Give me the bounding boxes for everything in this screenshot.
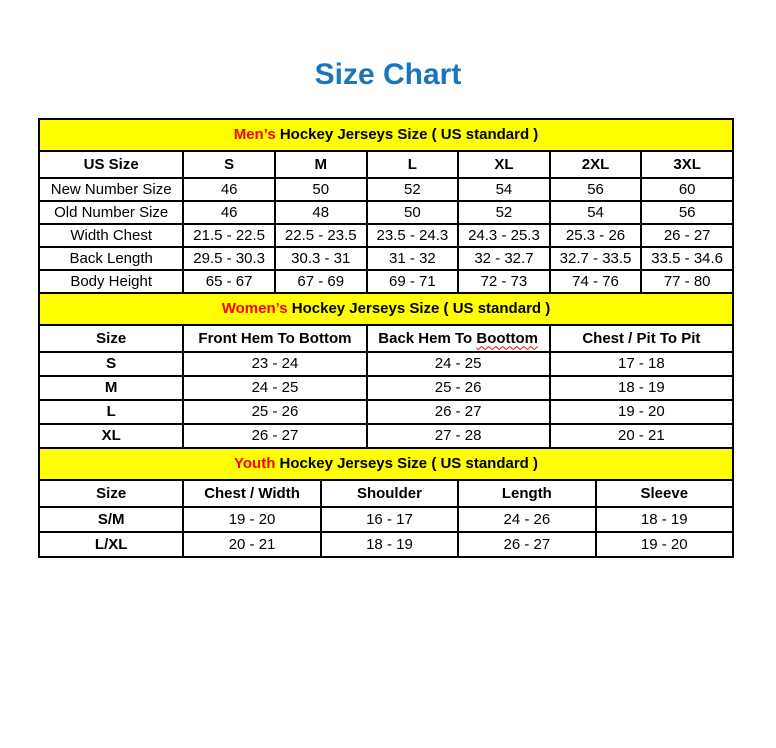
column-header: Back Hem To Boottom xyxy=(367,325,550,352)
row-label: New Number Size xyxy=(39,178,183,201)
size-tables-container xyxy=(38,118,734,558)
row-label: Width Chest xyxy=(39,224,183,247)
size-row xyxy=(39,178,733,201)
size-value-cell: 50 xyxy=(367,201,459,224)
section-band-highlight: Men’s xyxy=(233,126,276,143)
row-label: M xyxy=(39,376,183,400)
size-value-cell: 24.3 - 25.3 xyxy=(458,224,550,247)
section-band xyxy=(39,293,733,325)
youth-size-table xyxy=(38,447,734,558)
row-label: S xyxy=(39,352,183,376)
size-value-cell: 77 - 80 xyxy=(641,270,733,293)
size-value-cell: 19 - 20 xyxy=(596,532,733,557)
section-band-highlight: Women’s xyxy=(221,300,288,317)
column-header: Length xyxy=(458,480,595,507)
column-header: 2XL xyxy=(550,151,642,178)
size-value-cell: 52 xyxy=(458,201,550,224)
row-label: Back Length xyxy=(39,247,183,270)
size-value-cell: 46 xyxy=(183,201,275,224)
size-value-cell: 67 - 69 xyxy=(275,270,367,293)
column-header: M xyxy=(275,151,367,178)
section-band-row xyxy=(39,448,733,480)
row-label: L/XL xyxy=(39,532,183,557)
column-header: Chest / Pit To Pit xyxy=(550,325,733,352)
section-band-row xyxy=(39,119,733,151)
column-header: Sleeve xyxy=(596,480,733,507)
size-value-cell: 24 - 25 xyxy=(183,376,366,400)
size-value-cell: 18 - 19 xyxy=(321,532,458,557)
size-value-cell: 21.5 - 22.5 xyxy=(183,224,275,247)
size-value-cell: 52 xyxy=(367,178,459,201)
size-value-cell: 27 - 28 xyxy=(367,424,550,448)
size-value-cell: 23 - 24 xyxy=(183,352,366,376)
section-band-highlight: Youth xyxy=(234,455,276,472)
column-header: Front Hem To Bottom xyxy=(183,325,366,352)
size-value-cell: 32.7 - 33.5 xyxy=(550,247,642,270)
size-value-cell: 26 - 27 xyxy=(183,424,366,448)
size-row xyxy=(39,400,733,424)
womens-size-table xyxy=(38,292,734,449)
size-value-cell: 54 xyxy=(550,201,642,224)
size-value-cell: 69 - 71 xyxy=(367,270,459,293)
size-value-cell: 20 - 21 xyxy=(183,532,320,557)
size-value-cell: 32 - 32.7 xyxy=(458,247,550,270)
size-value-cell: 29.5 - 30.3 xyxy=(183,247,275,270)
row-label: XL xyxy=(39,424,183,448)
misspelled-word: Boottom xyxy=(476,329,539,347)
size-value-cell: 60 xyxy=(641,178,733,201)
size-value-cell: 26 - 27 xyxy=(367,400,550,424)
size-value-cell: 24 - 25 xyxy=(367,352,550,376)
column-header: XL xyxy=(458,151,550,178)
size-value-cell: 25 - 26 xyxy=(367,376,550,400)
size-value-cell: 17 - 18 xyxy=(550,352,733,376)
section-band-text: Hockey Jerseys Size ( US standard ) xyxy=(287,300,551,317)
size-value-cell: 46 xyxy=(183,178,275,201)
column-header: Size xyxy=(39,480,183,507)
column-header: L xyxy=(367,151,459,178)
column-header: Shoulder xyxy=(321,480,458,507)
size-value-cell: 48 xyxy=(275,201,367,224)
size-value-cell: 22.5 - 23.5 xyxy=(275,224,367,247)
column-header: US Size xyxy=(39,151,183,178)
size-value-cell: 33.5 - 34.6 xyxy=(641,247,733,270)
size-row xyxy=(39,247,733,270)
size-row xyxy=(39,352,733,376)
size-value-cell: 74 - 76 xyxy=(550,270,642,293)
size-value-cell: 65 - 67 xyxy=(183,270,275,293)
size-value-cell: 19 - 20 xyxy=(550,400,733,424)
section-band-row xyxy=(39,293,733,325)
size-value-cell: 72 - 73 xyxy=(458,270,550,293)
column-header-row xyxy=(39,151,733,178)
size-row xyxy=(39,376,733,400)
size-row xyxy=(39,507,733,532)
size-value-cell: 16 - 17 xyxy=(321,507,458,532)
column-header: 3XL xyxy=(641,151,733,178)
section-band-text: Hockey Jerseys Size ( US standard ) xyxy=(275,126,539,143)
size-value-cell: 19 - 20 xyxy=(183,507,320,532)
row-label: L xyxy=(39,400,183,424)
column-header: Size xyxy=(39,325,183,352)
size-row xyxy=(39,532,733,557)
column-header: S xyxy=(183,151,275,178)
size-value-cell: 56 xyxy=(641,201,733,224)
column-header: Chest / Width xyxy=(183,480,320,507)
size-value-cell: 25 - 26 xyxy=(183,400,366,424)
size-row xyxy=(39,224,733,247)
size-value-cell: 26 - 27 xyxy=(458,532,595,557)
size-value-cell: 50 xyxy=(275,178,367,201)
size-value-cell: 25.3 - 26 xyxy=(550,224,642,247)
row-label: S/M xyxy=(39,507,183,532)
size-value-cell: 23.5 - 24.3 xyxy=(367,224,459,247)
size-row xyxy=(39,201,733,224)
page-title: Size Chart xyxy=(314,58,462,91)
size-value-cell: 54 xyxy=(458,178,550,201)
size-value-cell: 56 xyxy=(550,178,642,201)
size-row xyxy=(39,424,733,448)
size-value-cell: 31 - 32 xyxy=(367,247,459,270)
size-chart-page xyxy=(0,56,776,748)
section-band xyxy=(39,448,733,480)
section-band xyxy=(39,119,733,151)
size-value-cell: 18 - 19 xyxy=(550,376,733,400)
section-band-text: Hockey Jerseys Size ( US standard ) xyxy=(275,455,538,472)
size-value-cell: 26 - 27 xyxy=(641,224,733,247)
column-header-row xyxy=(39,480,733,507)
size-value-cell: 24 - 26 xyxy=(458,507,595,532)
column-header-row xyxy=(39,325,733,352)
row-label: Old Number Size xyxy=(39,201,183,224)
row-label: Body Height xyxy=(39,270,183,293)
size-value-cell: 18 - 19 xyxy=(596,507,733,532)
size-value-cell: 20 - 21 xyxy=(550,424,733,448)
size-value-cell: 30.3 - 31 xyxy=(275,247,367,270)
mens-size-table xyxy=(38,118,734,294)
size-row xyxy=(39,270,733,293)
